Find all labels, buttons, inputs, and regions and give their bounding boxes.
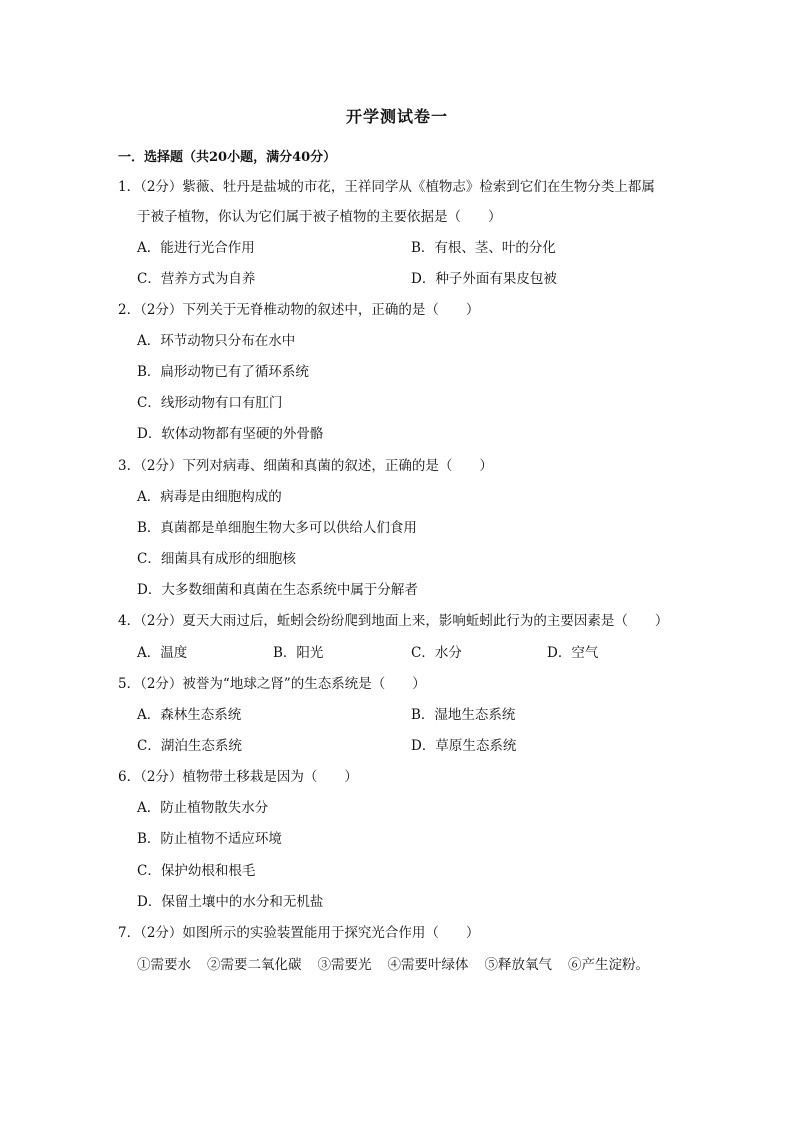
question-1-option-b: B．有根、茎、叶的分化 <box>411 240 556 256</box>
question-7-statement-6: ⑥产生淀粉。 <box>568 957 649 973</box>
question-4-option-c: C．水分 <box>411 645 462 661</box>
question-3-option-b: B．真菌都是单细胞生物大多可以供给人们食用 <box>137 520 417 536</box>
question-1-option-c: C．营养方式为自养 <box>137 271 256 287</box>
question-6-option-c: C．保护幼根和根毛 <box>137 863 256 879</box>
question-7-statements <box>137 956 649 974</box>
question-5-option-c: C．湖泊生态系统 <box>137 738 242 754</box>
question-3-option-c: C．细菌具有成形的细胞核 <box>137 551 296 567</box>
question-7-statement-3: ③需要光 <box>317 957 372 973</box>
question-2-option-b: B．扁形动物已有了循环系统 <box>137 364 309 380</box>
question-1-stem-continued: 于被子植物，你认为它们属于被子植物的主要依据是（ ） <box>137 209 502 225</box>
question-5-option-b: B．湿地生态系统 <box>411 707 516 723</box>
question-5-stem: 5．（2分）被誉为“地球之肾”的生态系统是（ ） <box>118 676 426 692</box>
question-4-option-d: D．空气 <box>547 645 599 661</box>
question-3-option-a: A．病毒是由细胞构成的 <box>137 489 282 505</box>
section-heading: 一．选择题（共20小题，满分40分） <box>118 150 337 165</box>
question-4-option-a: A．温度 <box>137 645 188 661</box>
question-4-option-b: B．阳光 <box>273 645 324 661</box>
question-7-statement-1: ①需要水 <box>137 957 191 973</box>
question-2-stem: 2．（2分）下列关于无脊椎动物的叙述中，正确的是（ ） <box>118 302 480 318</box>
question-6-option-a: A．防止植物散失水分 <box>137 800 269 816</box>
question-1-stem: 1．（2分）紫薇、牡丹是盐城的市花，王祥同学从《植物志》检索到它们在生物分类上都属 <box>118 179 655 195</box>
question-7-statement-2: ②需要二氧化碳 <box>207 957 302 973</box>
question-2-option-a: A．环节动物只分布在水中 <box>137 333 296 349</box>
question-5-option-a: A．森林生态系统 <box>137 707 242 723</box>
question-5-option-d: D．草原生态系统 <box>411 738 517 754</box>
page-title: 开学测试卷一 <box>345 107 448 126</box>
question-4-stem: 4．（2分）夏天大雨过后，蚯蚓会纷纷爬到地面上来，影响蚯蚓此行为的主要因素是（ ） <box>118 613 669 629</box>
question-2-option-d: D．软体动物都有坚硬的外骨骼 <box>137 426 324 442</box>
question-3-option-d: D．大多数细菌和真菌在生态系统中属于分解者 <box>137 582 418 598</box>
question-6-option-d: D．保留土壤中的水分和无机盐 <box>137 894 324 910</box>
question-7-statement-4: ④需要叶绿体 <box>387 957 469 973</box>
question-2-option-c: C．线形动物有口有肛门 <box>137 395 283 411</box>
question-7-stem: 7．（2分）如图所示的实验装置能用于探究光合作用（ ） <box>118 925 480 941</box>
question-6-option-b: B．防止植物不适应环境 <box>137 831 282 847</box>
question-1-option-a: A．能进行光合作用 <box>137 240 255 256</box>
question-7-statement-5: ⑤释放氧气 <box>484 957 552 973</box>
question-3-stem: 3．（2分）下列对病毒、细菌和真菌的叙述，正确的是（ ） <box>118 458 493 474</box>
question-1-option-d: D．种子外面有果皮包被 <box>411 271 557 287</box>
question-6-stem: 6．（2分）植物带土移栽是因为（ ） <box>118 769 358 785</box>
